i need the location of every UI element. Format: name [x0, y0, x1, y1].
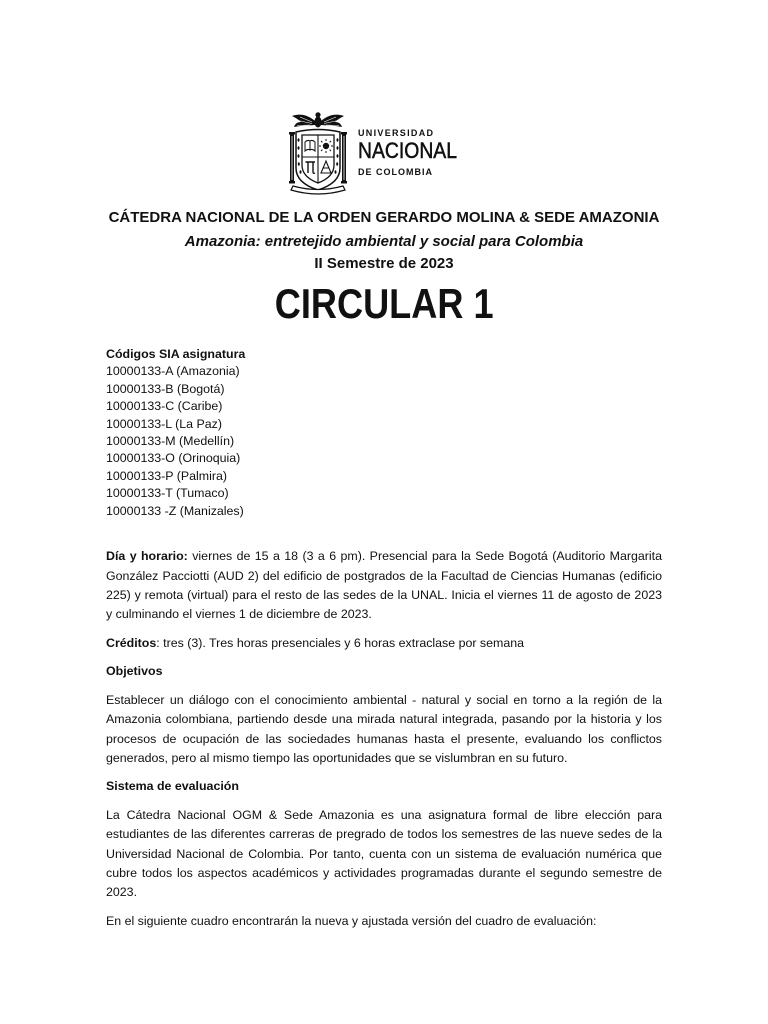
objectives-paragraph: Establecer un diálogo con el conocimiento ambiental - natural y social en torno a la región de la Amazonia colombiana, partiendo desde una mirada natural integrada, pasando por la historia y los procesos de ocupación de las sociedades humanas hasta el presente, evaluando los conflictos generados, pero al mismo tiempo las oportunidades que se vislumbran en su futuro.	[106, 693, 662, 765]
semester-line: II Semestre de 2023	[314, 255, 454, 272]
course-codes-section	[106, 346, 662, 520]
course-code-item: 10000133-A (Amazonia)	[106, 364, 240, 379]
course-code-item: 10000133-C (Caribe)	[106, 399, 223, 414]
logo-text-nacional-label: NACIONAL	[358, 138, 457, 163]
university-logo	[288, 108, 468, 198]
evaluation-heading: Sistema de evaluación	[106, 779, 239, 794]
document-subtitle: Amazonia: entretejido ambiental y social para Colombia	[184, 233, 584, 250]
evaluation-paragraph: La Cátedra Nacional OGM & Sede Amazonia es una asignatura formal de libre elección para estudiantes de las diferentes carreras de pregrado de todos los semestres de las nueve sedes de la Universidad Nacional de Colombia. Por tanto, cuenta con un sistema de evaluación numérica que cubre todos los aspectos académicos y actividades programadas durante el segundo semestre de 2023.	[106, 808, 662, 899]
course-code-item: 10000133-L (La Paz)	[106, 416, 222, 431]
university-seal-emblem	[288, 110, 348, 196]
logo-text-nacional	[358, 139, 470, 163]
credits-paragraph	[106, 634, 662, 653]
course-code-item: 10000133-B (Bogotá)	[106, 381, 225, 396]
document-title: CÁTEDRA NACIONAL DE LA ORDEN GERARDO MOLINA & SEDE AMAZONIA	[108, 209, 660, 226]
circular-heading	[0, 282, 768, 326]
objectives-heading: Objetivos	[106, 664, 163, 679]
evaluation-table-intro: En el siguiente cuadro encontrarán la nueva y ajustada versión del cuadro de evaluación:	[106, 913, 597, 928]
course-code-item: 10000133-P (Palmira)	[106, 468, 227, 483]
course-codes-heading: Códigos SIA asignatura	[106, 347, 246, 361]
logo-text-de-colombia: DE COLOMBIA	[358, 166, 433, 177]
course-code-item: 10000133-T (Tumaco)	[106, 486, 229, 501]
course-code-item: 10000133 -Z (Manizales)	[106, 503, 244, 518]
course-code-item: 10000133-O (Orinoquia)	[106, 451, 241, 466]
circular-heading-label: CIRCULAR 1	[274, 280, 494, 327]
logo-text-universidad: UNIVERSIDAD	[358, 128, 435, 138]
schedule-text: viernes de 15 a 18 (3 a 6 pm). Presencial para la Sede Bogotá (Auditorio Margarita González Pacciotti (AUD 2) del edificio de postgrados de la Facultad de Ciencias Humanas (edificio 225) y remota (virtual) para el resto de las sedes de la UNAL. Inicia el viernes 11 de agosto de 2023 y culminando el viernes 1 de diciembre de 2023.	[106, 549, 663, 621]
credits-label: Créditos	[106, 635, 157, 650]
course-code-item: 10000133-M (Medellín)	[106, 434, 235, 449]
document-body	[106, 547, 662, 940]
schedule-paragraph	[106, 547, 662, 624]
credits-text: : tres (3). Tres horas presenciales y 6 horas extraclase por semana	[156, 635, 525, 650]
schedule-label: Día y horario:	[106, 549, 188, 564]
